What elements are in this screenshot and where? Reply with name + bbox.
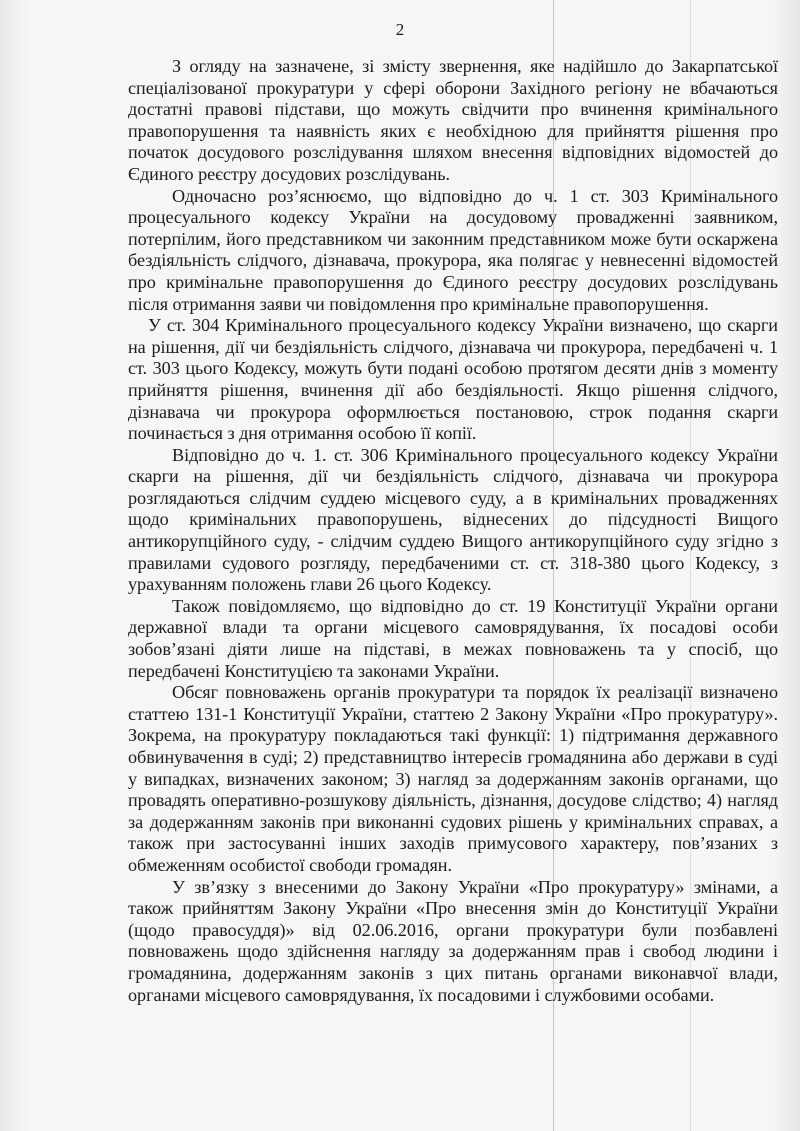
paragraph-2: Одночасно роз’яснюємо, що відповідно до ч. 1 ст. 303 Кримінального процесуального кодексу України на досудовому провадженні заявником, потерпілим, його представником чи законним представником може бути оскаржена бездіяльність слідчого, дізнавача, прокурора, яка полягає у невнесенні відомостей про кримінальне правопорушення до Єдиного реєстру досудових розслідувань після отримання заяви чи повідомлення про кримінальне правопорушення. xyxy=(128,185,778,314)
paragraph-3: У ст. 304 Кримінального процесуального кодексу України визначено, що скарги на рішення, дії чи бездіяльність слідчого, дізнавача чи прокурора, передбачені ч. 1 ст. 303 цього Кодексу, можуть бути подані особою протягом десяти днів з моменту прийняття рішення, вчинення дії або бездіяльності. Якщо рішення слідчого, дізнавача чи прокурора оформлюється постановою, строк подання скарги починається з дня отримання особою її копії. xyxy=(128,315,778,444)
paragraph-4: Відповідно до ч. 1. ст. 306 Кримінального процесуального кодексу України скарги на рішення, дії чи бездіяльність слідчого, дізнавача чи прокурора розглядаються слідчим суддею місцевого суду, а в кримінальних провадженнях щодо кримінальних правопорушень, віднесених до підсудності Вищого антикорупційного суду, - слідчим суддею Вищого антикорупційного суду згідно з правилами судового розгляду, передбаченими ст. ст. 318-380 цього Кодексу, з урахуванням положень глави 26 цього Кодексу. xyxy=(128,444,778,595)
paragraph-7: У зв’язку з внесеними до Закону України «Про прокуратуру» змінами, а також прийняттям Закону України «Про внесення змін до Конституції України (щодо правосуддя)» від 02.06.2016, органи прокуратури були позбавлені повноважень щодо здійснення нагляду за додержанням прав і свобод людини і громадянина, додержанням законів з цих питань органами виконавчої влади, органами місцевого самоврядування, їх посадовими і службовими особами. xyxy=(128,876,778,1005)
paragraph-1: З огляду на зазначене, зі змісту звернення, яке надійшло до Закарпатської спеціалізованої прокуратури у сфері оборони Західного регіону не вбачаються достатні правові підстави, що можуть свідчити про вчинення кримінального правопорушення та наявність яких є необхідною для прийняття рішення про початок досудового розслідування шляхом внесення відповідних відомостей до Єдиного реєстру досудових розслідувань. xyxy=(128,56,778,184)
paragraph-5: Також повідомляємо, що відповідно до ст. 19 Конституції України органи державної влади та органи місцевого самоврядування, їх посадові особи зобов’язані діяти лише на підставі, в межах повноважень та у спосіб, що передбачені Конституцією та законами України. xyxy=(128,595,778,681)
page-number: 2 xyxy=(395,20,405,39)
letter-body xyxy=(128,56,778,1006)
paragraph-6: Обсяг повноважень органів прокуратури та порядок їх реалізації визначено статтею 131-1 Конституції України, статтею 2 Закону України «Про прокуратуру». Зокрема, на прокуратуру покладаються такі функції: 1) підтримання державного обвинувачення в суді; 2) представництво інтересів громадянина або держави в суді у випадках, визначених законом; 3) нагляд за додержанням законів органами, що провадять оперативно-розшукову діяльність, дізнання, досудове слідство; 4) нагляд за додержанням законів при виконанні судових рішень у кримінальних справах, а також при застосуванні інших заходів примусового характеру, пов’язаних з обмеженням особистої свободи громадян. xyxy=(128,682,778,875)
